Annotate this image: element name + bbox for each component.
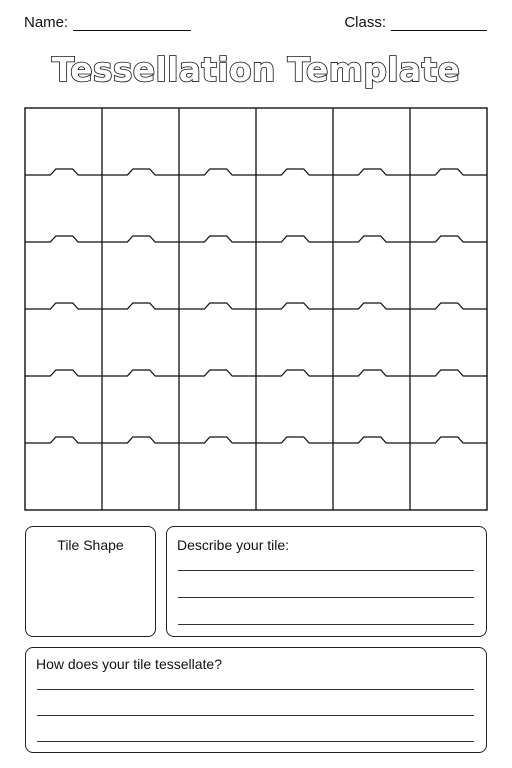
- describe-tile-box[interactable]: [166, 526, 487, 637]
- describe-writing-line[interactable]: [178, 570, 474, 571]
- tile-shape-label: Tile Shape: [57, 537, 124, 553]
- name-label: Name:: [24, 14, 69, 31]
- describe-writing-line[interactable]: [178, 624, 474, 625]
- class-label: Class:: [344, 14, 386, 31]
- tile-shape-box[interactable]: [25, 526, 156, 637]
- page-title: Tessellation Template: [51, 50, 461, 89]
- tessellate-writing-line[interactable]: [37, 715, 474, 716]
- describe-writing-line[interactable]: [178, 597, 474, 598]
- how-tessellate-box[interactable]: [25, 647, 487, 753]
- tessellate-writing-line[interactable]: [37, 689, 474, 690]
- tessellate-writing-line[interactable]: [37, 741, 474, 742]
- describe-tile-label: Describe your tile:: [177, 537, 290, 553]
- how-tessellate-label: How does your tile tessellate?: [36, 656, 222, 672]
